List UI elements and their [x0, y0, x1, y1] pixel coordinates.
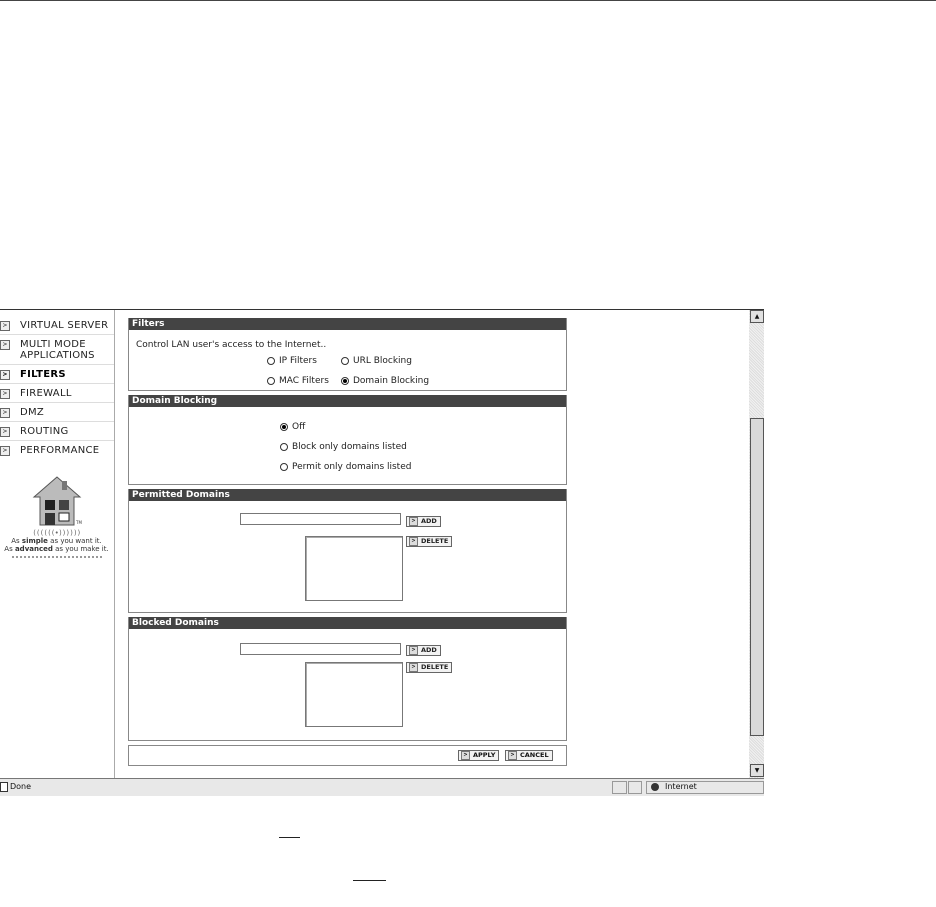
- underline-mark: [353, 880, 386, 881]
- radio-off[interactable]: Off: [280, 422, 305, 432]
- radio-selected-icon: [280, 423, 288, 431]
- sidebar-item-routing[interactable]: [0, 422, 114, 441]
- blocked-domains-panel: [128, 617, 567, 741]
- sidebar-item-label: FILTERS: [20, 369, 66, 380]
- top-rule: [0, 0, 936, 1]
- sidebar-item-label: ROUTING: [20, 426, 69, 437]
- permitted-domains-list[interactable]: [305, 536, 403, 601]
- arrow-icon: >: [409, 663, 418, 672]
- filters-title: Filters: [129, 318, 566, 330]
- sidebar-item-multi-mode-applications[interactable]: [0, 335, 114, 365]
- radio-block-only-listed[interactable]: Block only domains listed: [280, 442, 407, 452]
- arrow-icon: >: [461, 751, 470, 760]
- permitted-domains-title: Permitted Domains: [129, 489, 566, 501]
- apply-button[interactable]: > APPLY: [458, 750, 499, 761]
- status-cell: [628, 781, 642, 794]
- arrow-icon: >: [409, 517, 418, 526]
- sidebar-item-label: PERFORMANCE: [20, 445, 100, 456]
- browser-screenshot: [0, 309, 764, 796]
- sidebar-item-firewall[interactable]: [0, 384, 114, 403]
- radio-ip-filters[interactable]: IP Filters: [267, 356, 317, 366]
- permitted-domain-input[interactable]: [240, 513, 401, 525]
- domain-blocking-panel: [128, 395, 567, 485]
- brand-logo: [4, 475, 109, 558]
- main-content: [128, 318, 567, 770]
- status-text: Done: [10, 782, 32, 791]
- blocked-domains-list[interactable]: [305, 662, 403, 727]
- radio-icon: [280, 463, 288, 471]
- arrow-icon: >: [0, 446, 10, 456]
- arrow-icon: >: [0, 389, 10, 399]
- wireless-waves-icon: ((((((•)))))): [32, 529, 81, 537]
- house-icon: [32, 475, 82, 527]
- status-bar: [0, 778, 764, 796]
- radio-permit-only-listed[interactable]: Permit only domains listed: [280, 462, 411, 472]
- vertical-scrollbar[interactable]: [749, 310, 764, 778]
- arrow-icon: >: [0, 408, 10, 418]
- cancel-button[interactable]: > CANCEL: [505, 750, 553, 761]
- dotted-divider: [12, 556, 102, 558]
- radio-url-blocking[interactable]: URL Blocking: [341, 356, 412, 366]
- sidebar-nav: [0, 310, 115, 778]
- scrollbar-thumb[interactable]: [750, 418, 764, 736]
- radio-icon: [341, 357, 349, 365]
- sidebar-item-dmz[interactable]: [0, 403, 114, 422]
- permitted-add-button[interactable]: > ADD: [406, 516, 441, 527]
- sidebar-item-filters[interactable]: [0, 365, 114, 384]
- tagline-simple: As simple as you want it.: [11, 537, 102, 545]
- status-cell: [612, 781, 627, 794]
- arrow-icon: >: [0, 340, 10, 350]
- permitted-delete-button[interactable]: > DELETE: [406, 536, 452, 547]
- arrow-icon: >: [0, 427, 10, 437]
- zone-cell: [646, 781, 764, 794]
- page-icon: [0, 782, 8, 792]
- radio-mac-filters[interactable]: MAC Filters: [267, 376, 329, 386]
- scroll-down-icon[interactable]: ▼: [750, 764, 764, 777]
- underline-mark: [279, 837, 300, 838]
- arrow-icon: >: [0, 370, 10, 380]
- sidebar-item-virtual-server[interactable]: [0, 316, 114, 335]
- arrow-icon: >: [508, 751, 517, 760]
- blocked-delete-button[interactable]: > DELETE: [406, 662, 452, 673]
- zone-text: Internet: [665, 782, 697, 791]
- radio-icon: [267, 357, 275, 365]
- blocked-add-button[interactable]: > ADD: [406, 645, 441, 656]
- sidebar-item-label: DMZ: [20, 407, 45, 418]
- radio-icon: [267, 377, 275, 385]
- sidebar-item-performance[interactable]: [0, 441, 114, 459]
- radio-selected-icon: [341, 377, 349, 385]
- arrow-icon: >: [409, 537, 418, 546]
- radio-icon: [280, 443, 288, 451]
- arrow-icon: >: [409, 646, 418, 655]
- filters-description: Control LAN user's access to the Internet..: [136, 340, 327, 350]
- action-bar: [128, 745, 567, 766]
- arrow-icon: >: [0, 321, 10, 331]
- sidebar-item-label: VIRTUAL SERVER: [20, 320, 109, 331]
- filters-panel: [128, 318, 567, 391]
- blocked-domain-input[interactable]: [240, 643, 401, 655]
- domain-blocking-title: Domain Blocking: [129, 395, 566, 407]
- blocked-domains-title: Blocked Domains: [129, 617, 566, 629]
- sidebar-item-label: FIREWALL: [20, 388, 72, 399]
- scroll-up-icon[interactable]: ▲: [750, 310, 764, 323]
- sidebar-item-label: MULTI MODE APPLICATIONS: [20, 339, 95, 361]
- radio-domain-blocking[interactable]: Domain Blocking: [341, 376, 429, 386]
- tagline-advanced: As advanced as you make it.: [4, 545, 109, 553]
- globe-icon: [651, 783, 659, 791]
- svg-text:TM: TM: [75, 520, 82, 525]
- permitted-domains-panel: [128, 489, 567, 613]
